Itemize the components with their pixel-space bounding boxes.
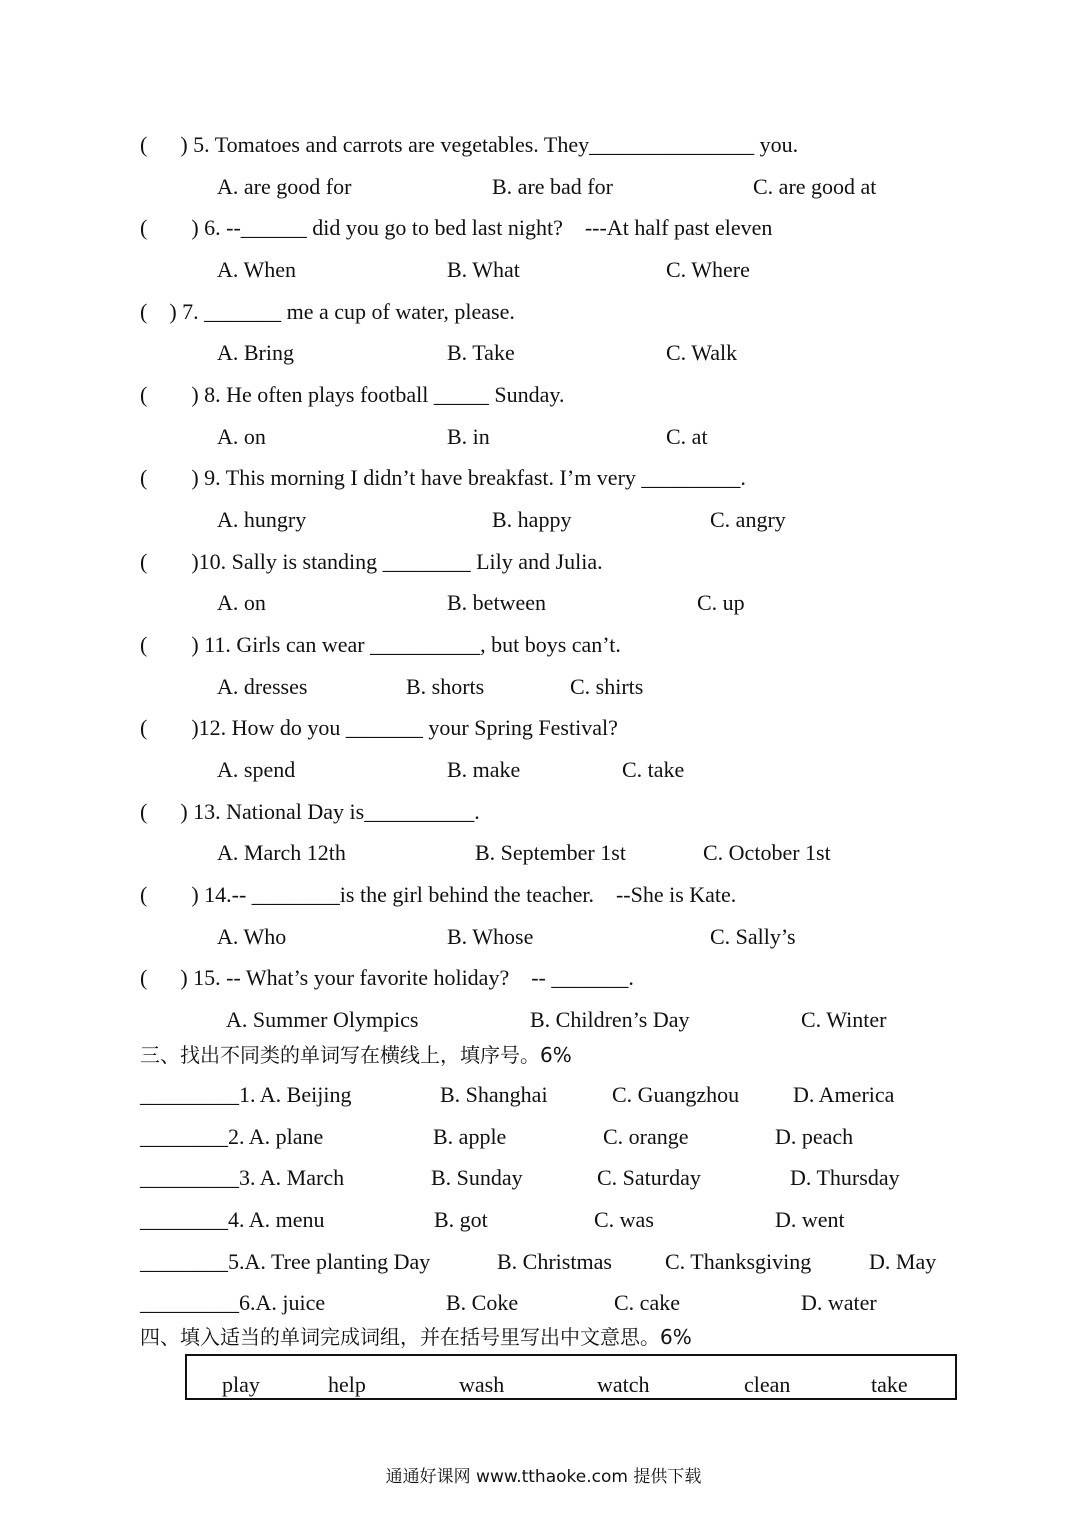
option-c: C. up: [697, 590, 745, 615]
row-blank: ________2. A. plane: [140, 1124, 324, 1149]
option-b: B. What: [447, 257, 520, 282]
option-c: C. Walk: [666, 340, 738, 365]
option-c: C. cake: [614, 1290, 680, 1315]
section-4-title: 四、填入适当的单词完成词组，并在括号里写出中文意思。6%: [140, 1325, 692, 1349]
option-a: A. When: [217, 257, 297, 282]
option-c: C. Winter: [801, 1007, 887, 1032]
option-c: C. was: [594, 1207, 654, 1232]
option-b: B. Coke: [446, 1290, 519, 1315]
word-bank-item: play: [222, 1372, 260, 1397]
word-bank-box: [185, 1354, 957, 1400]
option-c: C. Where: [666, 257, 750, 282]
question-stem: ( )10. Sally is standing ________ Lily and Julia.: [140, 549, 603, 574]
row-blank: _________6.A. juice: [140, 1290, 326, 1315]
option-d: D. peach: [775, 1124, 854, 1149]
option-b: B. between: [447, 590, 546, 615]
option-d: D. America: [793, 1082, 895, 1107]
option-b: B. Take: [447, 340, 515, 365]
option-a: A. hungry: [217, 507, 307, 532]
option-a: A. are good for: [217, 174, 352, 199]
row-blank: ________5.A. Tree planting Day: [140, 1249, 431, 1274]
option-c: C. orange: [603, 1124, 689, 1149]
word-bank-item: wash: [459, 1372, 505, 1397]
option-a: A. Bring: [217, 340, 294, 365]
option-b: B. in: [447, 424, 490, 449]
option-b: B. shorts: [406, 674, 485, 699]
option-a: A. on: [217, 590, 266, 615]
option-c: C. shirts: [570, 674, 644, 699]
option-a: A. spend: [217, 757, 296, 782]
row-blank: _________3. A. March: [140, 1165, 345, 1190]
word-bank-item: help: [328, 1372, 366, 1397]
option-c: C. October 1st: [703, 840, 831, 865]
option-d: D. water: [801, 1290, 877, 1315]
question-stem: ( )12. How do you _______ your Spring Festival?: [140, 715, 618, 740]
question-stem: ( ) 8. He often plays football _____ Sunday.: [140, 382, 565, 407]
question-stem: ( ) 6. --______ did you go to bed last night? ---At half past eleven: [140, 215, 773, 240]
option-c: C. are good at: [753, 174, 877, 199]
question-stem: ( ) 9. This morning I didn’t have breakfast. I’m very _________.: [140, 465, 746, 490]
option-d: D. went: [775, 1207, 845, 1232]
option-b: B. Christmas: [497, 1249, 612, 1274]
question-stem: ( ) 11. Girls can wear __________, but boys can’t.: [140, 632, 621, 657]
row-blank: _________1. A. Beijing: [140, 1082, 352, 1107]
question-stem: ( ) 13. National Day is__________.: [140, 799, 480, 824]
option-b: B. Shanghai: [440, 1082, 548, 1107]
option-c: C. at: [666, 424, 708, 449]
option-b: B. Sunday: [431, 1165, 523, 1190]
word-bank-item: watch: [597, 1372, 650, 1397]
option-a: A. on: [217, 424, 266, 449]
question-stem: ( ) 14.-- ________is the girl behind the teacher. --She is Kate.: [140, 882, 737, 907]
option-b: B. happy: [492, 507, 572, 532]
option-a: A. dresses: [217, 674, 308, 699]
option-c: C. Guangzhou: [612, 1082, 740, 1107]
option-d: D. Thursday: [790, 1165, 900, 1190]
option-c: C. take: [622, 757, 685, 782]
option-a: A. Who: [217, 924, 287, 949]
option-a: A. Summer Olympics: [226, 1007, 419, 1032]
option-b: B. are bad for: [492, 174, 613, 199]
option-b: B. Children’s Day: [530, 1007, 690, 1032]
option-a: A. March 12th: [217, 840, 346, 865]
question-stem: ( ) 5. Tomatoes and carrots are vegetables. They_______________ you.: [140, 132, 799, 157]
question-stem: ( ) 15. -- What’s your favorite holiday? -- _______.: [140, 965, 634, 990]
word-bank-item: clean: [744, 1372, 791, 1397]
option-b: B. got: [434, 1207, 488, 1232]
option-b: B. September 1st: [475, 840, 626, 865]
option-b: B. apple: [433, 1124, 507, 1149]
row-blank: ________4. A. menu: [140, 1207, 325, 1232]
section-3-title: 三、找出不同类的单词写在横线上，填序号。6%: [140, 1043, 572, 1067]
option-c: C. angry: [710, 507, 786, 532]
page-footer: 通通好课网 www.tthaoke.com 提供下载: [385, 1467, 702, 1487]
word-bank-item: take: [871, 1372, 908, 1397]
option-d: D. May: [869, 1249, 937, 1274]
option-c: C. Saturday: [597, 1165, 701, 1190]
option-b: B. make: [447, 757, 521, 782]
option-c: C. Thanksgiving: [665, 1249, 812, 1274]
option-c: C. Sally’s: [710, 924, 796, 949]
option-b: B. Whose: [447, 924, 534, 949]
question-stem: ( ) 7. _______ me a cup of water, please.: [140, 299, 515, 324]
